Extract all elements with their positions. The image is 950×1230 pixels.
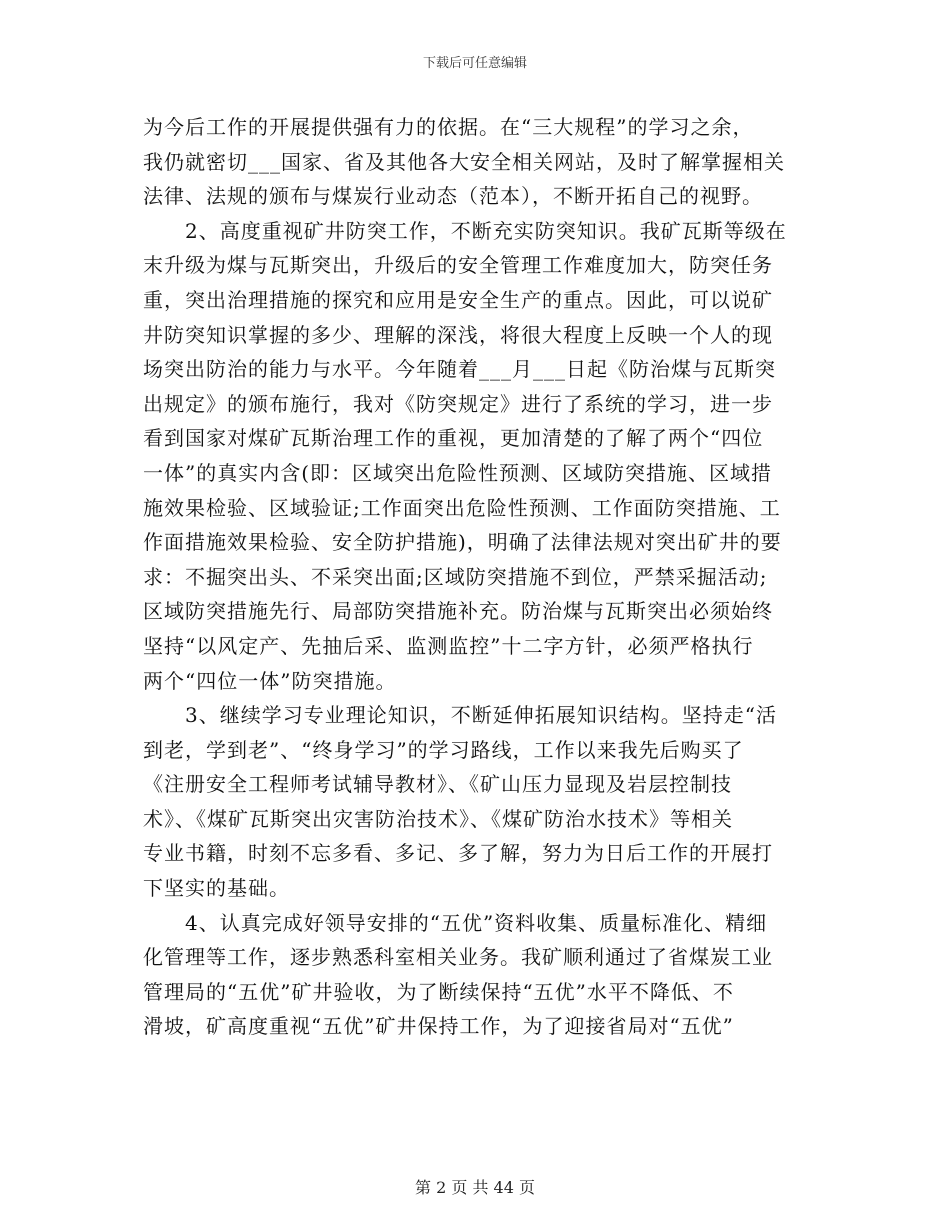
text-line: 术》、《煤矿瓦斯突出灾害防治技术》、《煤矿防治水技术》等相关 xyxy=(143,806,733,831)
text-line: 滑坡，矿高度重视“五优”矿井保持工作，为了迎接省局对“五优” xyxy=(143,1014,734,1039)
text-line: 出规定》的颁布施行，我对《防突规定》进行了系统的学习，进一步 xyxy=(143,391,773,416)
text-line: 场突出防治的能力与水平。今年随着___月___日起《防治煤与瓦斯突 xyxy=(143,357,776,382)
text-line: 作面措施效果检验、安全防护措施)，明确了法律法规对突出矿井的要 xyxy=(143,530,782,555)
text-line: 施效果检验、区域验证;工作面突出危险性预测、工作面防突措施、工 xyxy=(143,495,781,520)
text-line: 管理局的“五优”矿井验收，为了断续保持“五优”水平不降低、不 xyxy=(143,979,734,1004)
text-line: 区域防突措施先行、局部防突措施补充。防治煤与瓦斯突出必须始终 xyxy=(143,599,773,624)
text-line: 法律、法规的颁布与煤炭行业动态（范本），不断开拓自己的视野。 xyxy=(143,184,763,209)
text-line: 两个“四位一体”防突措施。 xyxy=(143,668,397,693)
text-line: 《注册安全工程师考试辅导教材》、《矿山压力显现及岩层控制技 xyxy=(143,772,732,797)
text-line: 为今后工作的开展提供强有力的依据。在“三大规程”的学习之余， xyxy=(143,115,754,139)
text-line: 专业书籍，时刻不忘多看、多记、多了解，努力为日后工作的开展打 xyxy=(143,841,773,866)
paragraph-start-line: 4、认真完成好领导安排的“五优”资料收集、质量标准化、精细 xyxy=(185,910,768,935)
page-header: 下载后可任意编辑 xyxy=(422,56,527,71)
text-line: 看到国家对煤矿瓦斯治理工作的重视，更加清楚的了解了两个“四位 xyxy=(143,426,764,451)
paragraph-start-line: 2、高度重视矿井防突工作，不断充实防突知识。我矿瓦斯等级在 xyxy=(185,218,787,243)
text-line: 重，突出治理措施的探究和应用是安全生产的重点。因此，可以说矿 xyxy=(143,287,773,312)
text-line: 化管理等工作，逐步熟悉科室相关业务。我矿顺利通过了省煤炭工业 xyxy=(143,945,773,970)
text-line: 下坚实的基础。 xyxy=(143,876,290,901)
text-line: 末升级为煤与瓦斯突出，升级后的安全管理工作难度加大，防突任务 xyxy=(143,253,773,278)
text-line: 我仍就密切___国家、省及其他各大安全相关网站，及时了解掌握相关 xyxy=(143,149,785,174)
text-line: 到老，学到老”、“终身学习”的学习路线，工作以来我先后购买了 xyxy=(143,737,744,762)
text-line: 一体”的真实内含(即：区域突出危险性预测、区域防突措施、区域措 xyxy=(143,460,773,485)
body-text xyxy=(143,110,813,1044)
text-line: 求：不掘突出头、不采突出面;区域防突措施不到位，严禁采掘活动; xyxy=(143,564,768,589)
page-footer: 第 2 页 共 44 页 xyxy=(415,1178,535,1197)
text-line: 井防突知识掌握的多少、理解的深浅，将很大程度上反映一个人的现 xyxy=(143,322,773,347)
text-line: 坚持“以风定产、先抽后采、监测监控”十二字方针，必须严格执行 xyxy=(143,633,754,658)
paragraph-start-line: 3、继续学习专业理论知识，不断延伸拓展知识结构。坚持走“活 xyxy=(185,703,777,728)
